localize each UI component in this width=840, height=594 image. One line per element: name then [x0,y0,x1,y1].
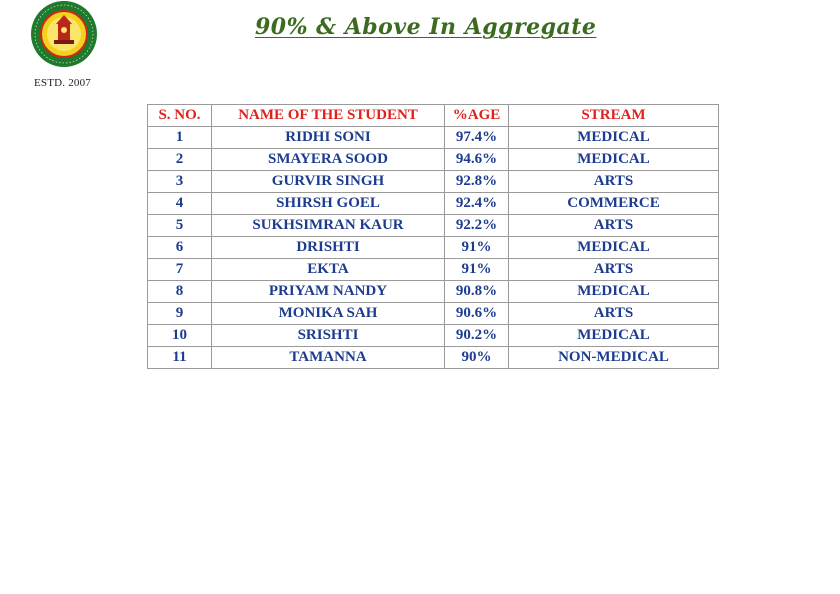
student-name-cell: MONIKA SAH [212,303,445,325]
percentage-cell: 97.4% [445,127,509,149]
results-table [147,104,719,369]
serial-no-cell: 3 [148,171,212,193]
serial-no-cell: 5 [148,215,212,237]
table-row [148,127,719,149]
percentage-cell: 91% [445,237,509,259]
percentage-cell: 90% [445,347,509,369]
serial-no-cell: 10 [148,325,212,347]
table-row [148,325,719,347]
student-name-cell: RIDHI SONI [212,127,445,149]
student-name-cell: TAMANNA [212,347,445,369]
stream-cell: MEDICAL [509,237,719,259]
header-serial-no: S. NO. [148,105,212,127]
table-row [148,303,719,325]
stream-cell: ARTS [509,171,719,193]
serial-no-cell: 9 [148,303,212,325]
header-student-name: NAME OF THE STUDENT [212,105,445,127]
stream-cell: NON-MEDICAL [509,347,719,369]
student-name-cell: SUKHSIMRAN KAUR [212,215,445,237]
table-row [148,281,719,303]
stream-cell: MEDICAL [509,281,719,303]
established-year: ESTD. 2007 [34,77,91,89]
stream-cell: COMMERCE [509,193,719,215]
percentage-cell: 92.8% [445,171,509,193]
percentage-cell: 92.4% [445,193,509,215]
table-header-row [148,105,719,127]
stream-cell: ARTS [509,259,719,281]
student-name-cell: SRISHTI [212,325,445,347]
header-percentage: %AGE [445,105,509,127]
percentage-cell: 90.6% [445,303,509,325]
student-name-cell: SMAYERA SOOD [212,149,445,171]
table-row [148,215,719,237]
percentage-cell: 94.6% [445,149,509,171]
table-row [148,171,719,193]
serial-no-cell: 2 [148,149,212,171]
serial-no-cell: 8 [148,281,212,303]
student-name-cell: GURVIR SINGH [212,171,445,193]
table-row [148,149,719,171]
percentage-cell: 92.2% [445,215,509,237]
page-title: 90% & Above In Aggregate [255,14,597,40]
student-name-cell: EKTA [212,259,445,281]
stream-cell: MEDICAL [509,127,719,149]
table-row [148,237,719,259]
stream-cell: ARTS [509,303,719,325]
serial-no-cell: 7 [148,259,212,281]
table-row [148,259,719,281]
stream-cell: MEDICAL [509,149,719,171]
stream-cell: ARTS [509,215,719,237]
percentage-cell: 90.8% [445,281,509,303]
header-stream: STREAM [509,105,719,127]
student-name-cell: SHIRSH GOEL [212,193,445,215]
serial-no-cell: 4 [148,193,212,215]
stream-cell: MEDICAL [509,325,719,347]
table-row [148,193,719,215]
serial-no-cell: 11 [148,347,212,369]
serial-no-cell: 1 [148,127,212,149]
school-logo [26,0,102,68]
percentage-cell: 91% [445,259,509,281]
serial-no-cell: 6 [148,237,212,259]
student-name-cell: DRISHTI [212,237,445,259]
table-row [148,347,719,369]
student-name-cell: PRIYAM NANDY [212,281,445,303]
percentage-cell: 90.2% [445,325,509,347]
